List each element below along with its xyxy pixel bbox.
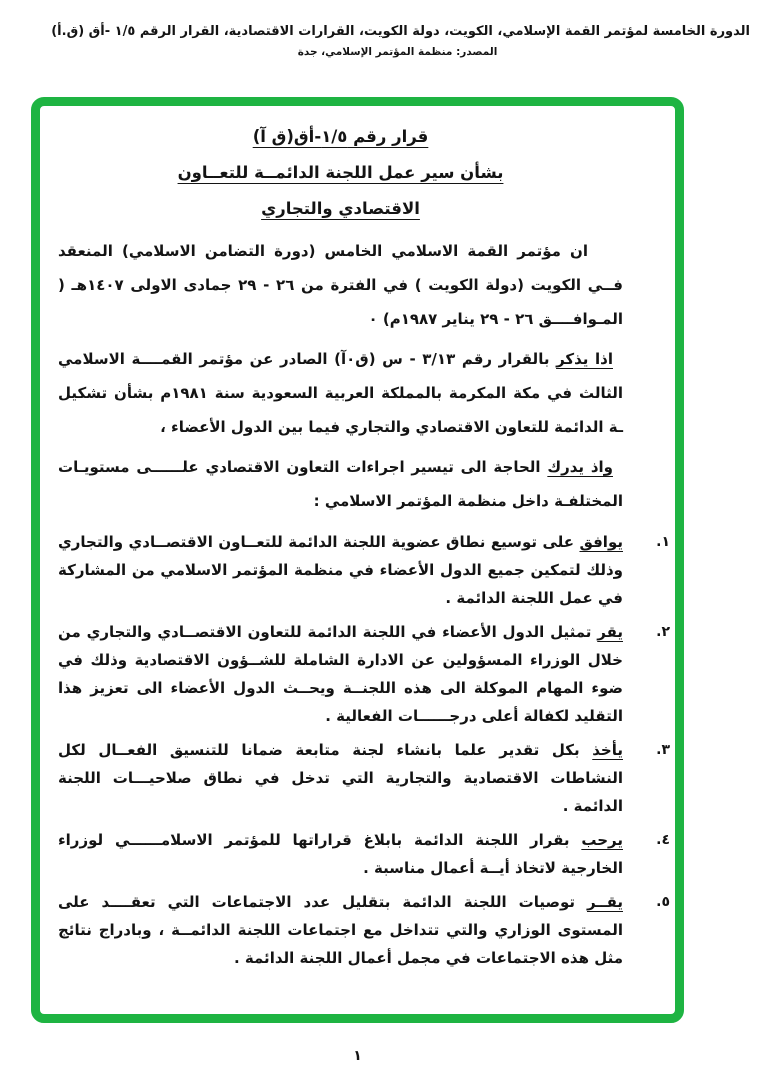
page-number: ١ [353, 1048, 362, 1064]
recalling-text: بالقرار رقم ٣/١٣ - س (ق٠آ) الصادر عن مؤتمر القمــــة الاسلامي الثالث في مكة المكرمة بالمملكة العربية السعودية سنة ١٩٨١م بشأن تشكيل ـة الدائمة للتعاون الاقتصادي والتجاري فيما بين الدول الأعضاء ، [58, 350, 623, 436]
resolution-item-2 [58, 618, 670, 730]
item-2-number: ٢. [656, 624, 670, 640]
resolution-subject-line1: بشأن سير عمل اللجنة الدائمــة للتعــاون [177, 163, 504, 182]
item-1-lead-word: يوافق [579, 533, 623, 551]
header-source: المصدر: منظمة المؤتمر الإسلامي، جدة [297, 46, 498, 58]
resolution-item-4 [58, 826, 670, 882]
item-4-lead-word: يرحب [581, 831, 623, 849]
item-5-lead-word: يقــر [586, 893, 623, 911]
resolution-items-list [58, 528, 670, 972]
resolution-item-5 [58, 888, 670, 972]
recalling-paragraph [58, 342, 623, 444]
resolution-title-block [58, 126, 623, 220]
item-3-text: بكل تقدير علما بانشاء لجنة متابعة ضمانا للتنسيق الفعــال لكل النشاطات الاقتصادية والتجارية التي تدخل في نطاق صلاحيـــات اللجنة الدائمة . [58, 741, 623, 815]
item-3-number: ٣. [656, 742, 670, 758]
item-1-text: على توسيع نطاق عضوية اللجنة الدائمة للتعــاون الاقتصــادي والتجاري وذلك لتمكين جميع الدول الأعضاء في منظمة المؤتمر الاسلامي من المشاركة في عمل اللجنة الدائمة . [58, 533, 623, 607]
preamble-text: ان مؤتمر القمة الاسلامي الخامس (دورة التضامن الاسلامي) المنعقد فــي الكويت (دولة الكويت ) في الفترة من ٢٦ - ٢٩ جمادى الاولى ١٤٠٧هـ ( المـوافــــق ٢٦ - ٢٩ يناير ١٩٨٧م) ٠ [58, 242, 624, 328]
document-header [45, 24, 750, 58]
item-4-text: بقرار اللجنة الدائمة بابلاغ قراراتها للمؤتمر الاسلامــــــي لوزراء الخارجية لاتخاذ أيــة أعمال مناسبة . [58, 831, 623, 877]
resolution-item-1 [58, 528, 670, 612]
resolution-subject-line2: الاقتصادي والتجاري [261, 199, 420, 218]
item-4-number: ٤. [656, 832, 670, 848]
item-2-lead-word: يقر [597, 623, 623, 641]
item-2-text: تمثيل الدول الأعضاء في اللجنة الدائمة للتعاون الاقتصــادي والتجاري من خلال الوزراء المسؤولين عن الادارة الشاملة للشــؤون الاقتصادية وذلك في ضوء المهام الموكلة الى هذه اللجنــة ويحــث الدول الأعضاء الى تعزيز هذا التقليد لكفالة أعلى درجــــــات الفعالية . [58, 623, 623, 725]
recognizing-paragraph [58, 450, 623, 518]
preamble-conference-paragraph [58, 234, 623, 336]
resolution-number: قرار رقم ١/٥-أق(ق آ) [252, 127, 429, 146]
item-5-text: توصيات اللجنة الدائمة بتقليل عدد الاجتماعات التي تعقــــد على المستوى الوزاري والتي تتداخل مع اجتماعات اللجنة الدائمــة ، وبادراج نتائج مثل هذه الاجتماعات في مجمل أعمال اللجنة الدائمة . [58, 893, 623, 967]
green-highlight-frame [31, 97, 684, 1023]
recalling-lead-word: اذا يذكر [556, 350, 613, 368]
item-3-lead-word: يأخذ [592, 741, 623, 759]
recognizing-lead-word: واذ يدرك [547, 458, 613, 476]
resolution-item-3 [58, 736, 670, 820]
recognizing-text: الحاجة الى تيسير اجراءات التعاون الاقتصادي علــــــى مستويـات المختلفـة داخل منظمة المؤتمر الاسلامي : [58, 458, 623, 510]
item-5-number: ٥. [656, 894, 670, 910]
document-body [40, 106, 675, 1014]
header-citation: الدورة الخامسة لمؤتمر القمة الإسلامي، الكويت، دولة الكويت، القرارات الاقتصادية، القرار الرقم ١/٥ -أق (ق.أ) [51, 24, 750, 39]
item-1-number: ١. [656, 534, 670, 550]
